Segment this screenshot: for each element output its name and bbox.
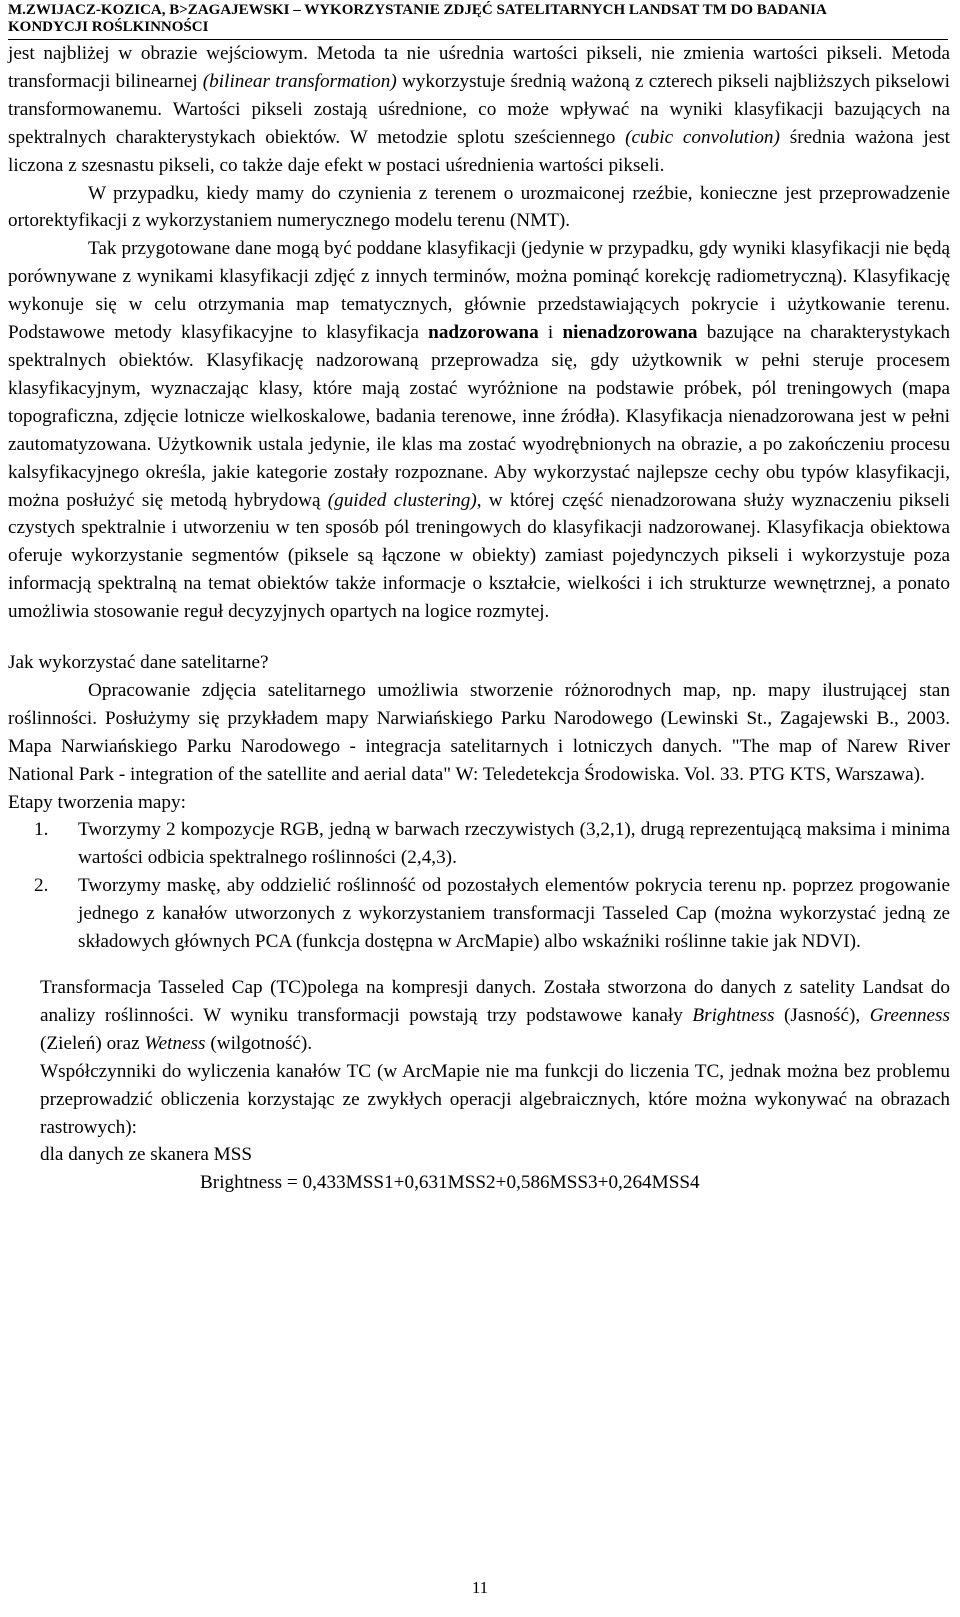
steps-title: Etapy tworzenia mapy: bbox=[8, 791, 186, 813]
paragraph-resampling: jest najbliżej w obrazie wejściowym. Metoda ta nie uśrednia wartości pikseli, nie zmienia wartości pikseli. Metoda transformacji bilinearnej (bilinear transformation) wykorzystuje średnią ważoną z czterech pikseli najbliższych pikselowi transformowanemu. Wartości pikseli zostają uśrednione, co może wpływać na wyniki klasyfikacji bazujących na spektralnych charakterystykach obiektów. W metodzie splotu sześciennego (cubic convolution) średnia ważona jest liczona z szesnastu pikseli, co także daje efekt w postaci uśrednienia wartości pikseli. bbox=[8, 43, 951, 176]
page-number: 11 bbox=[471, 1578, 489, 1597]
document-body bbox=[8, 40, 950, 1197]
steps-list bbox=[8, 816, 950, 956]
header-line-1: M.ZWIJACZ-KOZICA, B>ZAGAJEWSKI – WYKORZYSTANIE ZDJĘĆ SATELITARNYCH LANDSAT TM DO BADANIA bbox=[8, 2, 827, 18]
running-header bbox=[8, 2, 948, 40]
list-item: 2. Tworzymy maskę, aby oddzielić roślinność od pozostałych elementów pokrycia terenu np. poprzez progowanie jednego z kanałów utworzonych z wykorzystaniem transformacji Tasseled Cap (można wykorzystać jedną ze składowych głównych PCA (funkcja dostępna w ArcMapie) albo wskaźniki roślinne takie jak NDVI). bbox=[34, 875, 950, 953]
paragraph-coefficients: Współczynniki do wyliczenia kanałów TC (w ArcMapie nie ma funkcji do liczenia TC, jednak można bez problemu przeprowadzić obliczenia korzystając ze zwykłych operacji algebraicznych, które można wykonywać na obrazach rastrowych): bbox=[40, 1060, 950, 1138]
paragraph-orthorectification: W przypadku, kiedy mamy do czynienia z terenem o urozmaiconej rzeźbie, konieczne jest przeprowadzenie ortorektyfikacji z wykorzystaniem numerycznego modelu terenu (NMT). bbox=[8, 182, 950, 232]
list-item: 1. Tworzymy 2 kompozycje RGB, jedną w barwach rzeczywistych (3,2,1), drugą reprezentującą maksima i minima wartości odbicia spektralnego roślinności (2,4,3). bbox=[34, 819, 950, 869]
brightness-formula: Brightness = 0,433MSS1+0,631MSS2+0,586MSS3+0,264MSS4 bbox=[200, 1172, 700, 1194]
section-title: Jak wykorzystać dane satelitarne? bbox=[8, 652, 269, 674]
paragraph-classification: Tak przygotowane dane mogą być poddane klasyfikacji (jedynie w przypadku, gdy wyniki klasyfikacji nie będą porównywane z wynikami klasyfikacji zdjęć z innych terminów, można pominąć korekcję radiometryczną). Klasyfikację wykonuje się w celu otrzymania map tematycznych, głównie przedstawiających pokrycie i użytkowanie terenu. Podstawowe metody klasyfikacyjne to klasyfikacja nadzorowana i nienadzorowana bazujące na charakterystykach spektralnych obiektów. Klasyfikację nadzorowaną przeprowadza się, gdy użytkownik w pełni steruje procesem klasyfikacyjnym, wyznaczając klasy, które mają zostać wyróżnione na podstawie próbek, pól treningowych (mapa topograficzna, zdjęcie lotnicze wielkoskalowe, badania terenowe, inne źródła). Klasyfikacja nienadzorowana jest w pełni zautomatyzowana. Użytkownik ustala jedynie, ile klas ma zostać wyodrębnionych na obrazie, a po zakończeniu procesu kalsyfikacyjnego określa, jakie kategorie zostały rozpoznane. Aby wykorzystać najlepsze cechy obu typów klasyfikacji, można posłużyć się metodą hybrydową (guided clustering), w której część nienadzorowana służy wyznaczeniu pikseli czystych spektralnie i utworzeniu w ten sposób pól treningowych do klasyfikacji nadzorowanej. Klasyfikacja obiektowa oferuje wykorzystanie segmentów (piksele są łączone w obiekty) zamiast pojedynczych pikseli i wykorzystuje poza informacją spektralną na temat obiektów także informacje o kształcie, wielkości i ich strukturze wewnętrznej, a ponato umożliwia stosowanie reguł decyzyjnych opartych na logice rozmytej. bbox=[8, 238, 950, 623]
tasseled-cap-section bbox=[8, 974, 950, 1197]
paragraph-maps: Opracowanie zdjęcia satelitarnego umożliwia stworzenie różnorodnych map, np. mapy ilustrującej stan roślinności. Posłużymy się przykładem mapy Narwiańskiego Parku Narodowego (Lewinski St., Zagajewski B., 2003. Mapa Narwiańskiego Parku Narodowego - integracja satelitarnych i lotniczych danych. "The map of Narew River National Park - integration of the satellite and aerial data" W: Teledetekcja Środowiska. Vol. 33. PTG KTS, Warszawa). bbox=[8, 679, 950, 785]
header-line-2: KONDYCJI ROŚLKINNOŚCI bbox=[8, 19, 209, 35]
mss-label: dla danych ze skanera MSS bbox=[40, 1144, 253, 1166]
paragraph-tasseled-cap: Transformacja Tasseled Cap (TC)polega na kompresji danych. Została stworzona do danych z satelity Landsat do analizy roślinności. W wyniku transformacji powstają trzy podstawowe kanały Brightness (Jasność), Greenness (Zieleń) oraz Wetness (wilgotność). bbox=[40, 977, 950, 1054]
